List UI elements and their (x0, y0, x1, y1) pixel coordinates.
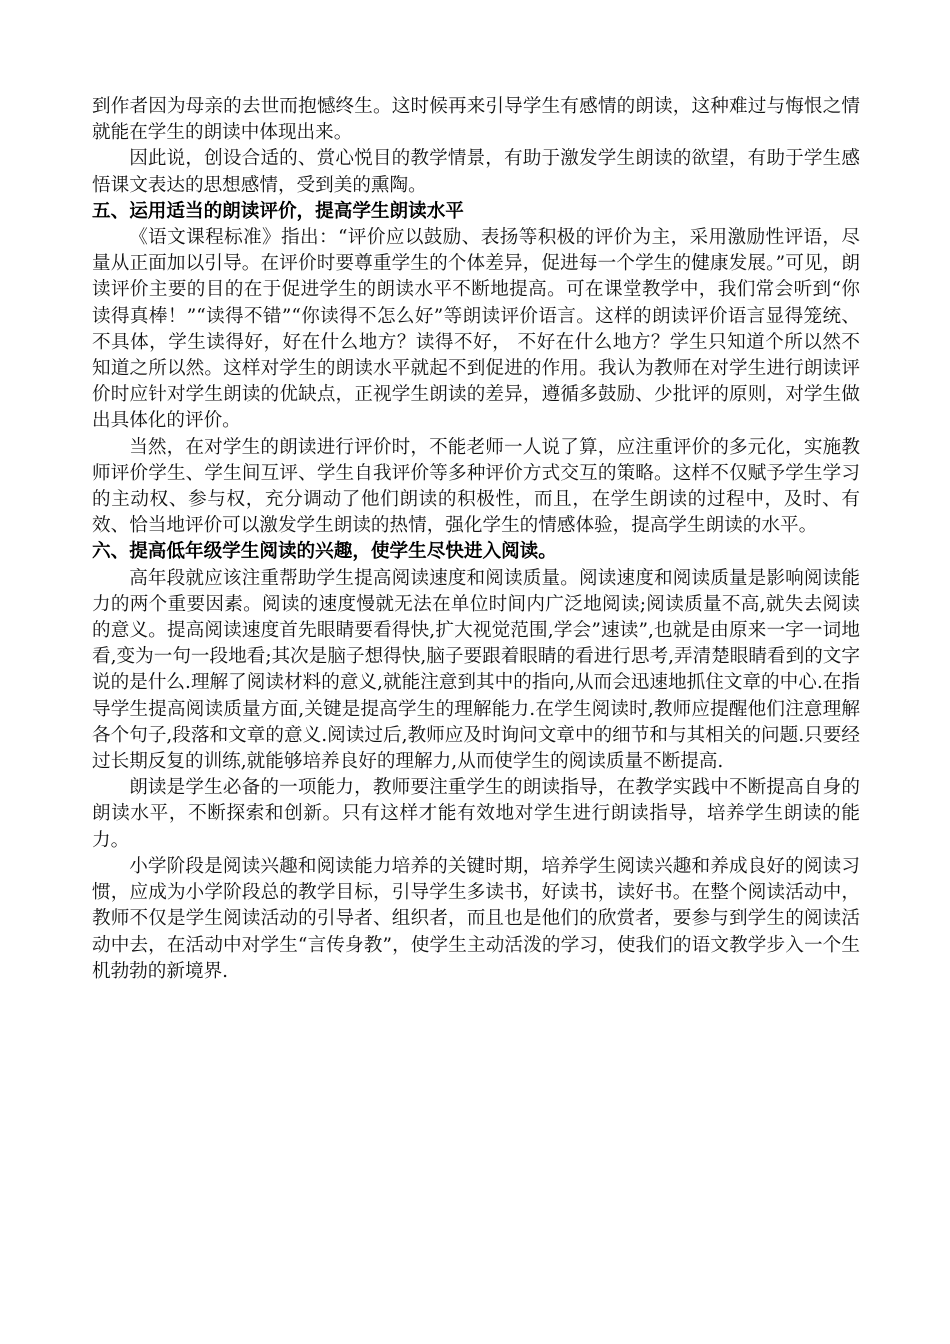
paragraph-reading-aloud-ability: 朗读是学生必备的一项能力，教师要注重学生的朗读指导，在教学实践中不断提高自身的朗读水平，不断探索和创新。只有这样才能有效地对学生进行朗读指导，培养学生朗读的能力。 (92, 777, 860, 851)
paragraph-primary-school-stage: 小学阶段是阅读兴趣和阅读能力培养的关键时期，培养学生阅读兴趣和养成良好的阅读习惯，应成为小学阶段总的教学目标，引导学生多读书，好读书，读好书。在整个阅读活动中，教师不仅是学生阅读活动的引导者、组织者，而且也是他们的欣赏者，要参与到学生的阅读活动中去，在活动中对学生“言传身教”，使学生主动活泼的学习，使我们的语文教学步入一个生机勃勃的新境界. (92, 855, 860, 982)
paragraph-curriculum-standard: 《语文课程标准》指出：“评价应以鼓励、表扬等积极的评价为主，采用激励性评语，尽量从正面加以引导。在评价时要尊重学生的个体差异，促进每一个学生的健康发展。”可见，朗读评价主要的目的在于促进学生的朗读水平不断地提高。可在课堂教学中，我们常会听到“你读得真棒！”“读得不错”“你读得不怎么好”等朗读评价语言。这样的朗读评价语言显得笼统、不具体，学生读得好，好在什么地方？读得不好， 不好在什么地方？学生只知道个所以然不知道之所以然。这样对学生的朗读水平就起不到促进的作用。我认为教师在对学生进行朗读评价时应针对学生朗读的优缺点，正视学生朗读的差异，遵循多鼓励、少批评的原则，对学生做出具体化的评价。 (92, 227, 860, 432)
paragraph-continued: 到作者因为母亲的去世而抱憾终生。这时候再来引导学生有感情的朗读，这种难过与悔恨之情就能在学生的朗读中体现出来。 (92, 96, 860, 144)
paragraph-reading-speed-quality: 高年段就应该注重帮助学生提高阅读速度和阅读质量。阅读速度和阅读质量是影响阅读能力的两个重要因素。阅读的速度慢就无法在单位时间内广泛地阅读;阅读质量不高,就失去阅读的意义。提高阅读速度首先眼睛要看得快,扩大视觉范围,学会”速读”,也就是由原来一字一词地看,变为一句一段地看;其次是脑子想得快,脑子要跟着眼睛的看进行思考,弄清楚眼睛看到的文字说的是什么.理解了阅读材料的意义,就能注意到其中的指向,从而会迅速地抓住文章的中心.在指导学生提高阅读质量方面,关键是提高学生的理解能力.在学生阅读时,教师应提醒他们注意理解各个句子,段落和文章的意义.阅读过后,教师应及时询问文章中的细节和与其相关的问题.只要经过长期反复的训练,就能够培养良好的理解力,从而使学生的阅读质量不断提高. (92, 567, 860, 773)
section-heading-6: 六、提高低年级学生阅读的兴趣，使学生尽快进入阅读。 (92, 541, 557, 563)
paragraph-diverse-evaluation: 当然，在对学生的朗读进行评价时，不能老师一人说了算，应注重评价的多元化，实施教师评价学生、学生间互评、学生自我评价等多种评价方式交互的策略。这样不仅赋予学生学习的主动权、参与权，充分调动了他们朗读的积极性，而且，在学生朗读的过程中，及时、有效、恰当地评价可以激发学生朗读的热情，强化学生的情感体验，提高学生朗读的水平。 (92, 436, 860, 537)
document-page (92, 94, 860, 985)
paragraph-scene-summary: 因此说，创设合适的、赏心悦目的教学情景，有助于激发学生朗读的欲望，有助于学生感悟课文表达的思想感情，受到美的熏陶。 (92, 148, 860, 196)
section-heading-5: 五、运用适当的朗读评价，提高学生朗读水平 (92, 200, 464, 222)
